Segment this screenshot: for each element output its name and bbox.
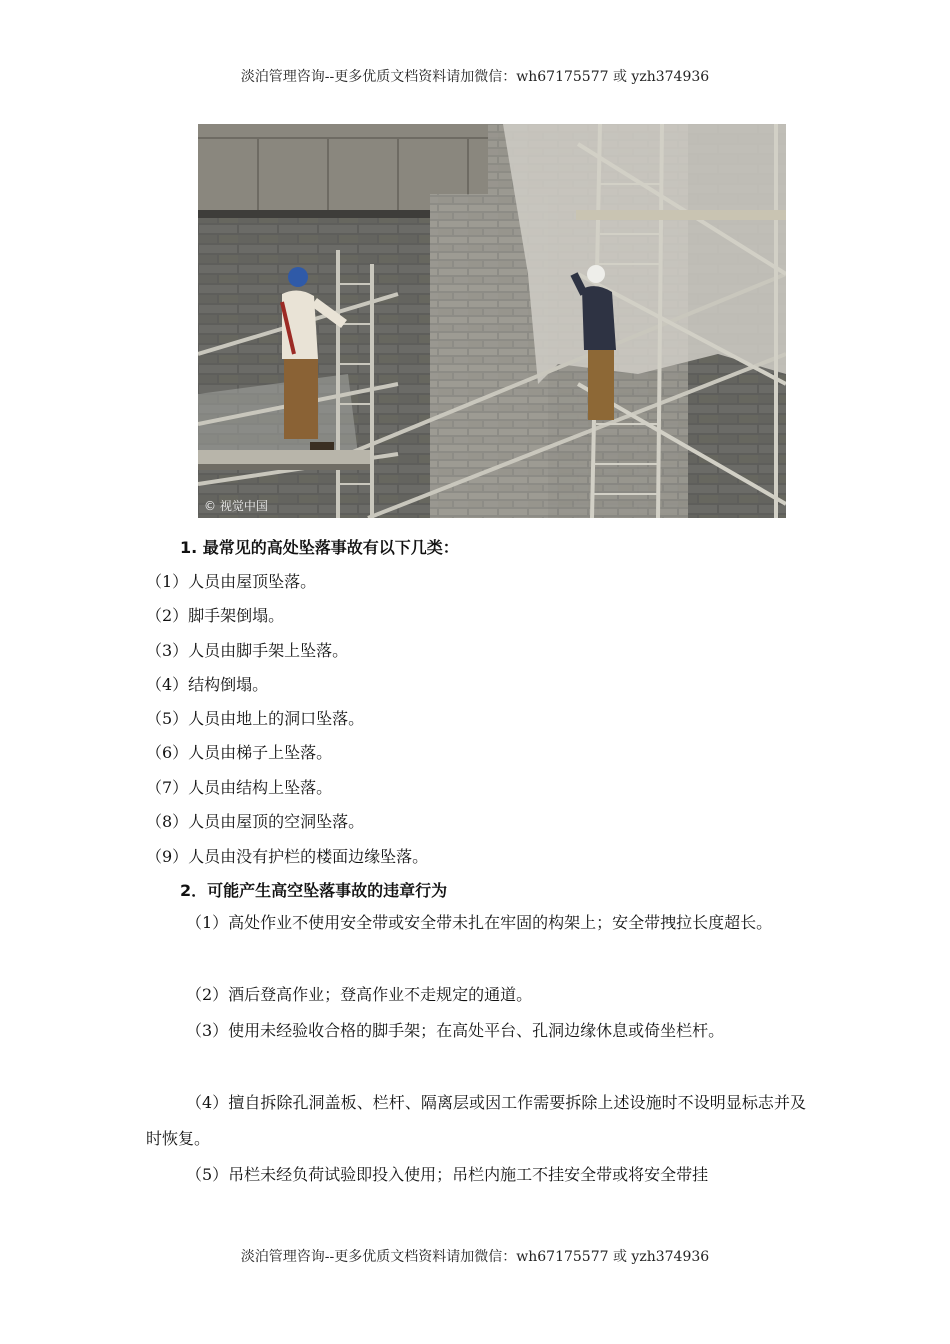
list-item: （1）人员由屋顶坠落。 <box>146 572 317 591</box>
list-item: （2）脚手架倒塌。 <box>146 606 285 625</box>
page-header: 淡泊管理咨询--更多优质文档资料请加微信：wh67175577 或 yzh374936 <box>240 69 710 85</box>
page-footer: 淡泊管理咨询--更多优质文档资料请加微信：wh67175577 或 yzh374936 <box>240 1249 710 1265</box>
paragraph: （4）擅自拆除孔洞盖板、栏杆、隔离层或因工作需要拆除上述设施时不设明显标志并及时恢复。 <box>146 1093 806 1148</box>
list-item: （7）人员由结构上坠落。 <box>146 778 333 797</box>
list-item: （5）人员由地上的洞口坠落。 <box>146 709 365 728</box>
list-item: （8）人员由屋顶的空洞坠落。 <box>146 812 365 831</box>
photo-credit: © 视觉中国 <box>204 499 268 513</box>
paragraph: （2）酒后登高作业；登高作业不走规定的通道。 <box>186 985 533 1004</box>
section2-heading: 2．可能产生高空坠落事故的违章行为 <box>180 881 448 900</box>
paragraph: （1）高处作业不使用安全带或安全带未扎在牢固的构架上；安全带拽拉长度超长。 <box>186 913 773 932</box>
list-item: （4）结构倒塌。 <box>146 675 269 694</box>
list-item: （6）人员由梯子上坠落。 <box>146 743 333 762</box>
section1-heading: 1. 最常见的高处坠落事故有以下几类： <box>180 538 459 557</box>
scaffold-workers-photo <box>198 124 786 518</box>
paragraph: （5）吊栏未经负荷试验即投入使用；吊栏内施工不挂安全带或将安全带挂 <box>186 1165 709 1184</box>
list-item: （3）人员由脚手架上坠落。 <box>146 641 349 660</box>
list-item: （9）人员由没有护栏的楼面边缘坠落。 <box>146 847 429 866</box>
paragraph: （3）使用未经验收合格的脚手架；在高处平台、孔洞边缘休息或倚坐栏杆。 <box>186 1021 725 1040</box>
